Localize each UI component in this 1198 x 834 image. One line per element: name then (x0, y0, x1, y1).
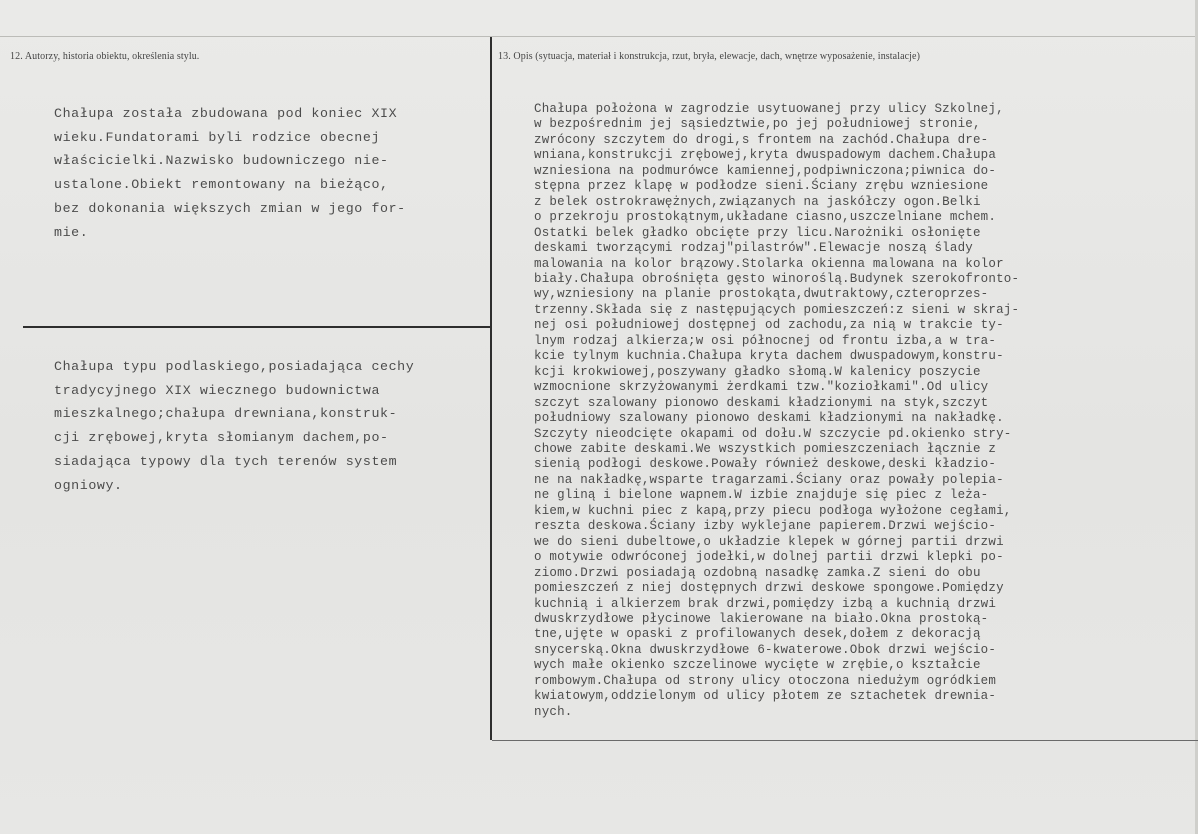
section-12-style-text: Chałupa typu podlaskiego,posiadająca cechy tradycyjnego XIX wiecznego budownictwa mieszkalnego;chałupa drewniana,konstruk- cji zrębowej,kryta słomianym dachem,po- siadająca typowy dla tych terenów system ogniowy. (54, 359, 415, 493)
column-divider (490, 37, 492, 740)
section-13-description-text: Chałupa położona w zagrodzie usytuowanej przy ulicy Szkolnej, w bezpośrednim jej sąsiedztwie,po jej południowej stronie, zwrócony szczytem do drogi,s frontem na zachód.Chałupa dre- wniana,konstrukcji zrębowej,kryta dwuspadowym dachem.Chałupa wzniesiona na podmurówce kamiennej,podpiwniczona;piwnica do- stępna przez klapę w podłodze sieni.Ściany zrębu wzniesione z belek ostrokrawężnych,związanych na jaskółczy ogon.Belki o przekroju prostokątnym,układane ciasno,uszczelniane mchem. Ostatki belek gładko obcięte przy licu.Narożniki osłonięte deskami tworzącymi rodzaj"pilastrów".Elewacje noszą ślady malowania na kolor brązowy.Stolarka okienna malowana na kolor biały.Chałupa obrośnięta gęsto winoroślą.Budynek szerokofronto- wy,wzniesiony na planie prostokąta,dwutraktowy,czteroprzes- trzenny.Składa się z następujących pomieszczeń:z sieni w skraj- nej osi południowej dostępnej od zachodu,za nią w trakcie ty- lnym rodzaj alkierza;w osi północnej od frontu izba,a w tra- kcie tylnym kuchnia.Chałupa kryta dachem dwuspadowym,konstru- kcji krokwiowej,poszywany gładko słomą.W kalenicy poszycie wzmocnione skrzyżowanymi żerdkami tzw."koziołkami".Od ulicy szczyt szalowany pionowo deskami kładzionymi na styk,szczyt południowy szalowany pionowo deskami kładzionymi na nakładkę. Szczyty nieodcięte okapami od dołu.W szczycie pd.okienko stry- chowe zabite deskami.We wszystkich pomieszczeniach łącznie z sienią podłogi deskowe.Powały również deskowe,deski kładzio- ne na nakładkę,wsparte tragarzami.Ściany oraz powały polepia- ne gliną i bielone wapnem.W izbie znajduje się piec z leża- kiem,w kuchni piec z kapą,przy piecu podłoga wyłożone cegłami, reszta deskowa.Ściany izby wyklejane papierem.Drzwi wejścio- we do sieni dubeltowe,o układzie klepek w górnej partii drzwi o motywie odwróconej jodełki,w dolnej partii drzwi klepki po- ziomo.Drzwi posiadają ozdobną nasadkę zamka.Z sieni do obu pomieszczeń z niej dostępnych drzwi deskowe spongowe.Pomiędzy kuchnią i alkierzem brak drzwi,pomiędzy izbą a kuchnią drzwi dwuskrzydłowe płycinowe lakierowane na biało.Okna prostoką- tne,ujęte w opaski z profilowanych desek,dołem z dekoracją snycerską.Okna dwuskrzydłowe 6-kwaterowe.Obok drzwi wejścio- wych małe okienko szczelinowe wycięte w zrębie,o kształcie rombowym.Chałupa od strony ulicy otoczona niedużym ogródkiem kwiatowym,oddzielonym od ulicy płotem ze sztachetek drewnia- nych. (534, 102, 1020, 719)
section-12-heading: 12. Autorzy, historia obiektu, określenia stylu. (10, 51, 200, 62)
left-section-divider (23, 326, 490, 328)
section-13-heading: 13. Opis (sytuacja, materiał i konstrukcja, rzut, bryła, elewacje, dach, wnętrze wyposażenie, instalacje) (498, 51, 920, 62)
right-bottom-rule (492, 740, 1198, 741)
top-divider (0, 36, 1198, 37)
section-12-history-text: Chałupa została zbudowana pod koniec XIX wieku.Fundatorami byli rodzice obecnej właścicielki.Nazwisko budowniczego nie- ustalone.Obiekt remontowany na bieżąco, bez dokonania większych zmian w jego for- mie. (54, 106, 406, 240)
